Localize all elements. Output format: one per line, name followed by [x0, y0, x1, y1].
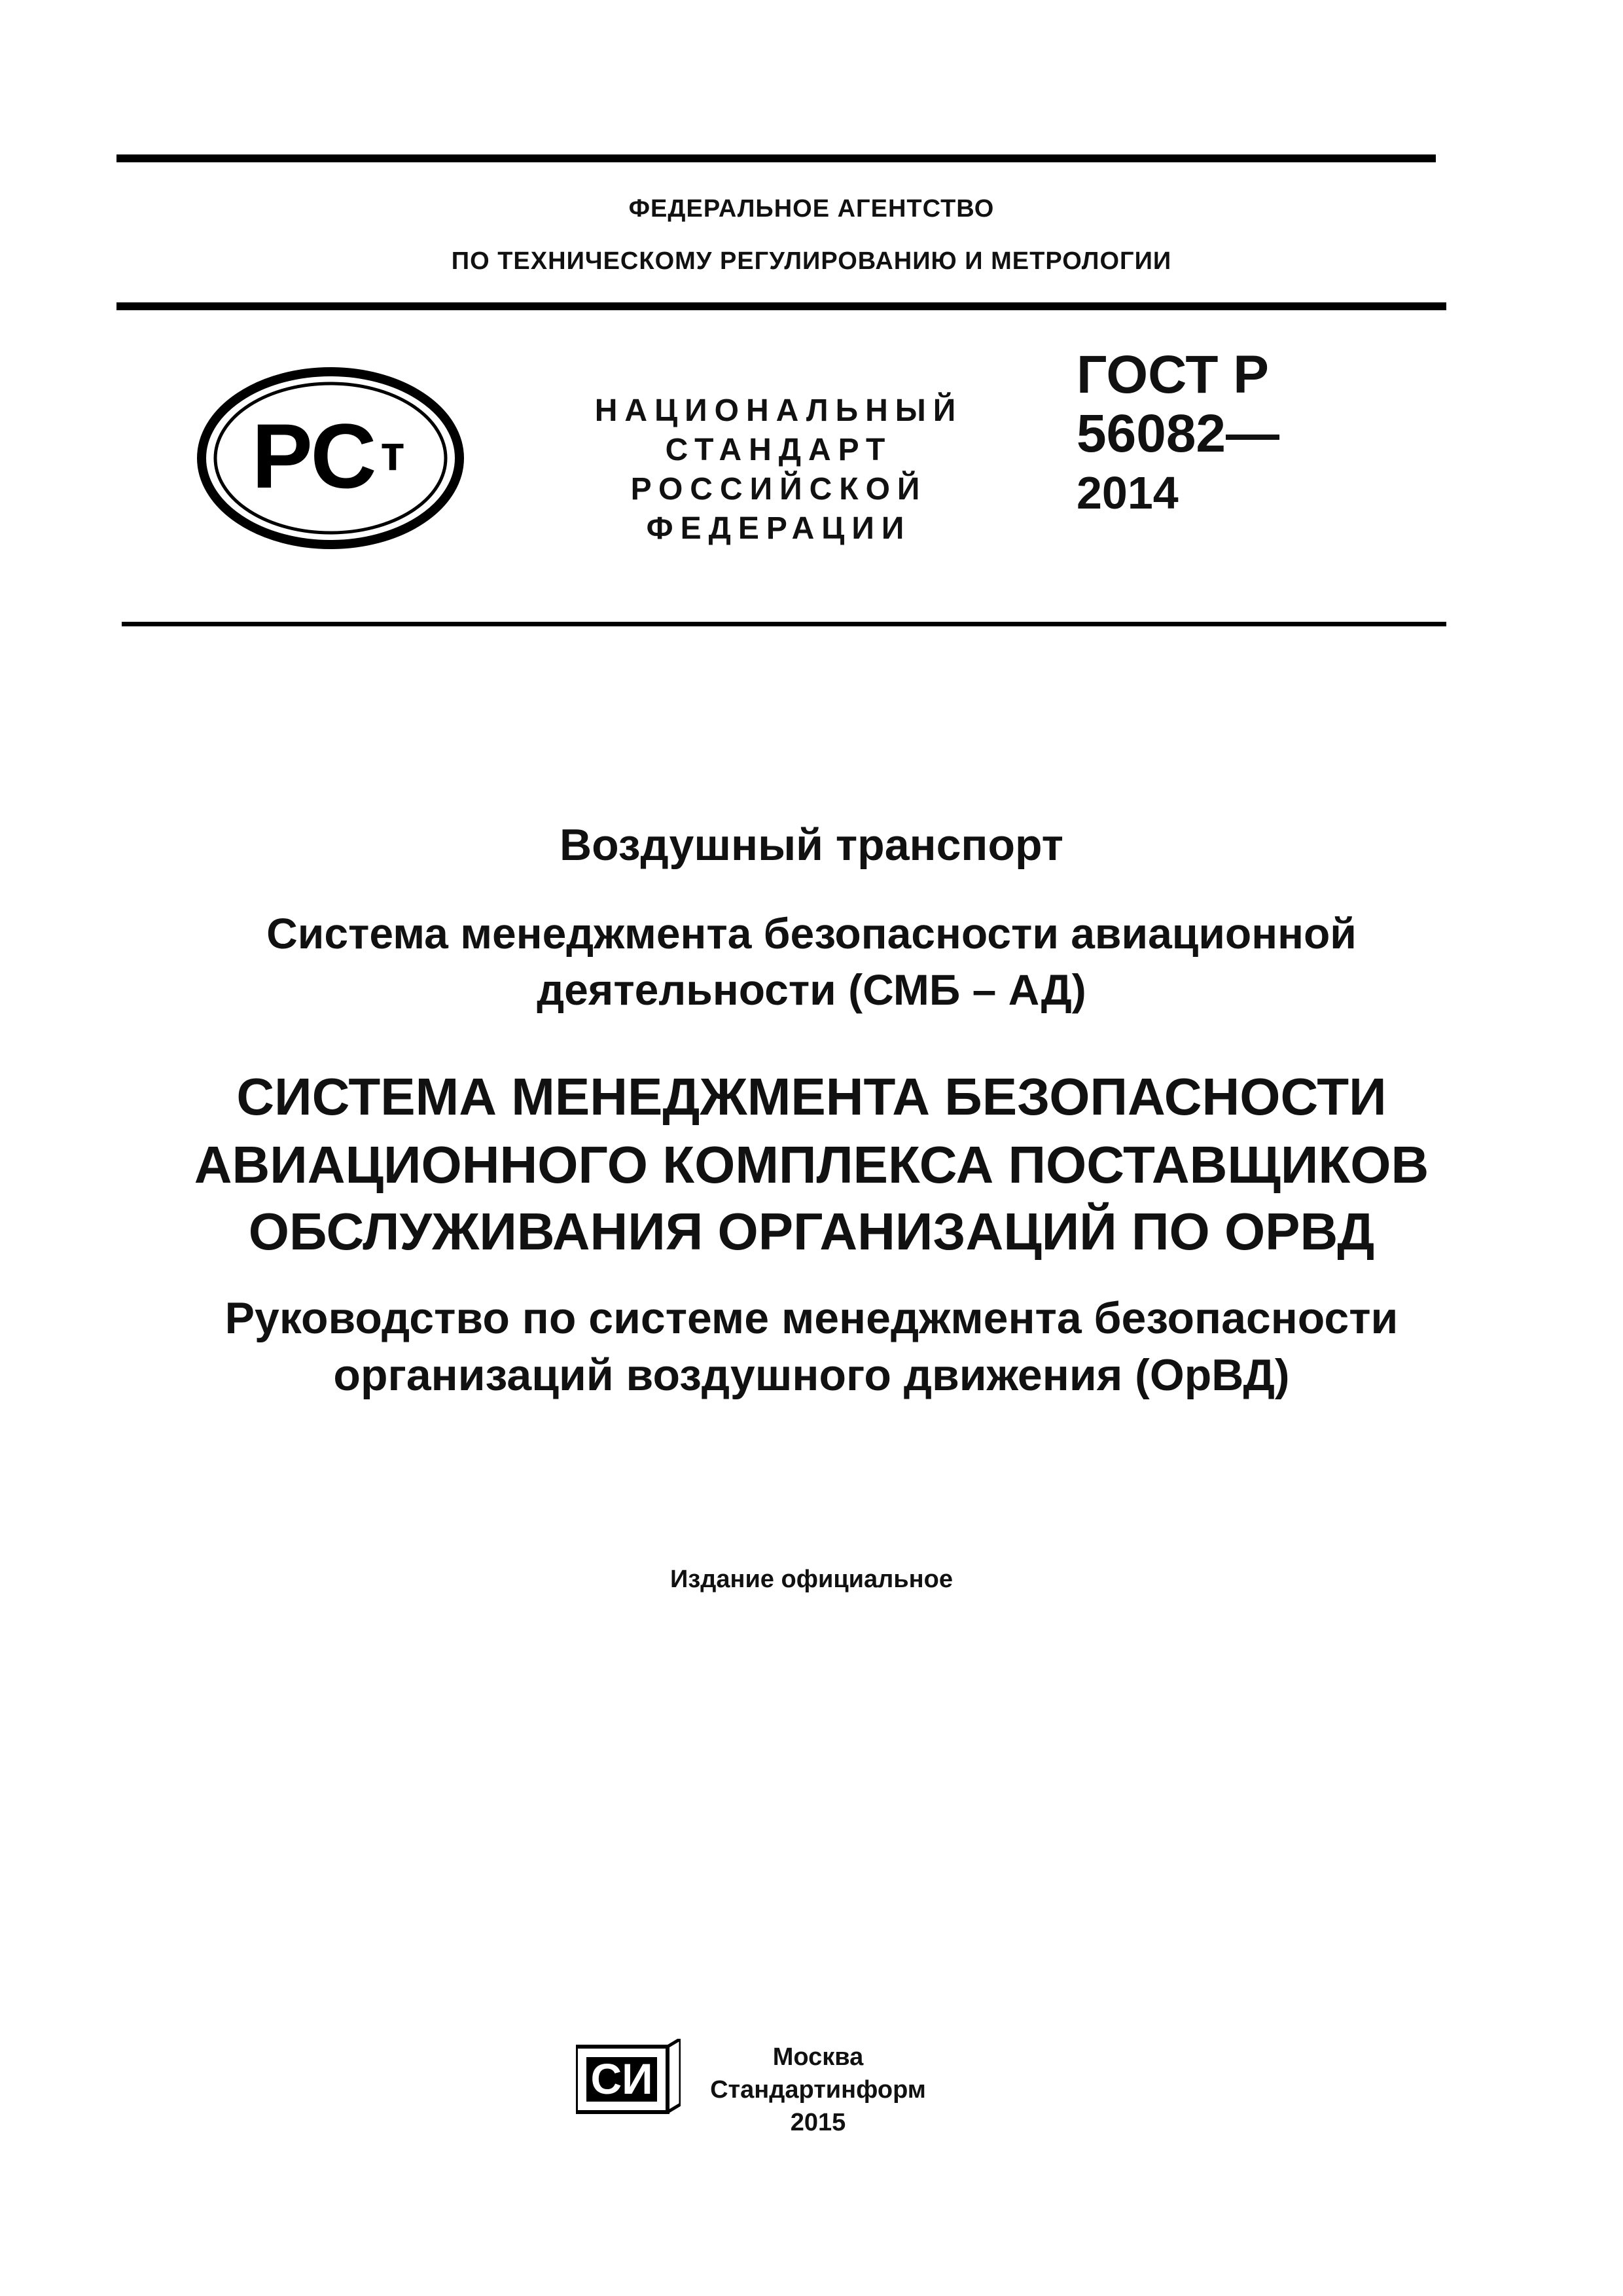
standartinform-logo-icon — [576, 2039, 681, 2117]
title-line-2a: Система менеджмента безопасности авиационной — [266, 909, 1357, 958]
agency-line-1: ФЕДЕРАЛЬНОЕ АГЕНТСТВО — [628, 195, 995, 223]
main-title-line-1: СИСТЕМА МЕНЕДЖМЕНТА БЕЗОПАСНОСТИ — [236, 1067, 1387, 1126]
edition-label: Издание официальное — [670, 1566, 953, 1593]
agency-line-2: ПО ТЕХНИЧЕСКОМУ РЕГУЛИРОВАНИЮ И МЕТРОЛОГИИ — [451, 247, 1172, 275]
gost-line-3: 2014 — [1077, 467, 1179, 518]
main-title-line-3: ОБСЛУЖИВАНИЯ ОРГАНИЗАЦИЙ ПО ОРВД — [248, 1202, 1375, 1261]
main-title-line-2: АВИАЦИОННОГО КОМПЛЕКСА ПОСТАВЩИКОВ — [194, 1136, 1429, 1194]
publisher-block — [687, 2041, 949, 2139]
national-standard-label — [563, 391, 995, 548]
title-line-2b: деятельности (СМБ – АД) — [537, 965, 1086, 1014]
rst-logo-icon — [196, 367, 465, 550]
publisher-city: Москва — [772, 2043, 864, 2071]
header-bottom-rule — [122, 622, 1446, 626]
svg-text:РС: РС — [251, 404, 377, 507]
svg-text:т: т — [380, 425, 405, 481]
gost-line-2: 56082— — [1077, 404, 1280, 463]
svg-text:СИ: СИ — [590, 2054, 653, 2103]
top-rule — [116, 154, 1436, 162]
nat-std-line-3: РОССИЙСКОЙ — [630, 472, 927, 507]
gost-designation — [1077, 346, 1279, 522]
agency-rule — [116, 302, 1446, 310]
subtitle-line-2: организаций воздушного движения (ОрВД) — [333, 1350, 1290, 1400]
nat-std-line-1: НАЦИОНАЛЬНЫЙ — [594, 393, 963, 428]
gost-line-1: ГОСТ Р — [1077, 345, 1269, 404]
publisher-name: Стандартинформ — [710, 2076, 926, 2104]
publisher-year: 2015 — [790, 2109, 846, 2136]
subtitle-line-1: Руководство по системе менеджмента безопасности — [224, 1293, 1399, 1343]
nat-std-line-4: ФЕДЕРАЦИИ — [646, 511, 912, 546]
title-line-1: Воздушный транспорт — [560, 820, 1063, 870]
nat-std-line-2: СТАНДАРТ — [665, 433, 893, 467]
